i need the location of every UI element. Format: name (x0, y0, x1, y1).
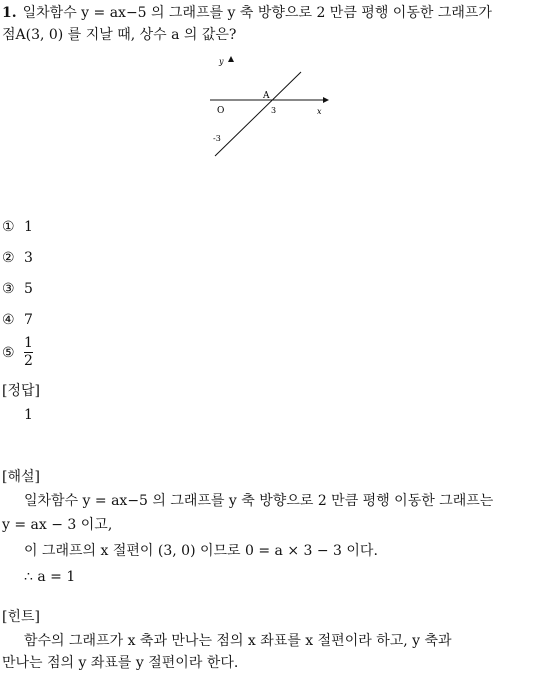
explanation-label: [해설] (2, 469, 40, 485)
hint-label: [힌트] (2, 609, 40, 625)
x-tick-label: 3 (271, 106, 277, 115)
choice-marker: ⑤ (2, 344, 15, 361)
y-tick-label: -3 (213, 134, 221, 143)
fraction-numerator: 1 (24, 335, 33, 351)
explanation-line-2: y = ax − 3 이고, (2, 517, 113, 533)
answer-value: 1 (24, 407, 33, 423)
choice-value: 5 (24, 281, 33, 297)
hint-line-2: 만나는 점의 y 좌표를 y 절편이라 한다. (2, 655, 239, 671)
x-axis-label: x (317, 107, 322, 116)
fraction-denominator: 2 (24, 353, 33, 370)
choice-marker: ② (2, 250, 15, 266)
explanation-line-1: 일차함수 y = ax−5 의 그래프를 y 축 방향으로 2 만큼 평행 이동한 그래프는 (24, 493, 494, 509)
y-axis-arrow (228, 56, 234, 62)
graph-figure (205, 52, 335, 164)
question-text-2: 점A(3, 0) 를 지날 때, 상수 a 의 값은? (2, 27, 237, 43)
question-number: 1. (2, 5, 17, 21)
choice-1[interactable] (2, 216, 33, 238)
hint-line-1: 함수의 그래프가 x 축과 만나는 점의 x 좌표를 x 절편이라 하고, y 축과 (24, 633, 452, 649)
explanation-line-4: ∴ a = 1 (24, 569, 76, 585)
choice-marker: ① (2, 219, 15, 235)
graph-line (215, 72, 301, 156)
point-a-label: A (263, 91, 270, 101)
question-text-1: 일차함수 y = ax−5 의 그래프를 y 축 방향으로 2 만큼 평행 이동한 그래프가 (22, 5, 492, 21)
choice-3[interactable] (2, 278, 33, 300)
y-axis-label: y (219, 57, 224, 66)
choice-4[interactable] (2, 309, 33, 331)
question-line-1 (2, 2, 492, 24)
choice-value: 7 (24, 312, 33, 328)
fraction (24, 336, 33, 370)
choice-value: 3 (24, 250, 33, 266)
choice-marker: ③ (2, 281, 15, 297)
choice-2[interactable] (2, 247, 33, 269)
choice-value: 1 (24, 219, 33, 235)
explanation-line-3: 이 그래프의 x 절편이 (3, 0) 이므로 0 = a × 3 − 3 이다. (24, 543, 378, 559)
choice-marker: ④ (2, 312, 15, 328)
choice-5[interactable] (2, 336, 33, 370)
origin-label: O (217, 106, 225, 116)
graph-svg (205, 52, 335, 164)
answer-label: [정답] (2, 383, 40, 399)
x-axis-arrow (323, 97, 329, 103)
